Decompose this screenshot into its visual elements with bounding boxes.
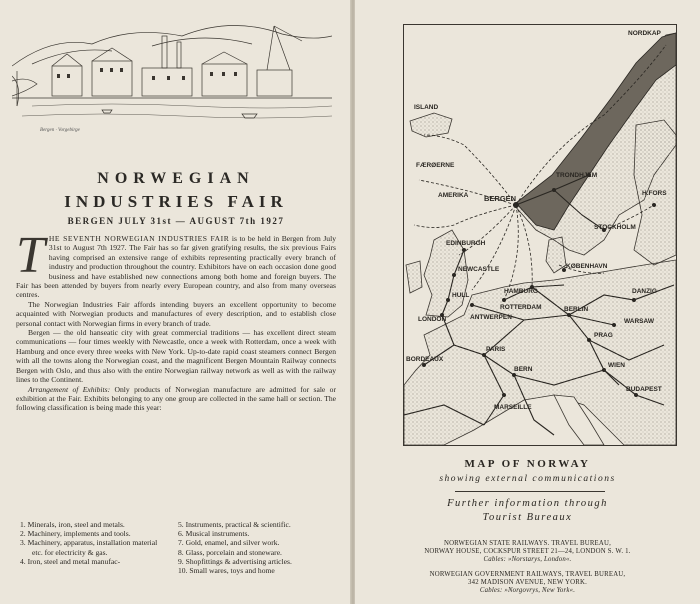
europe-map (404, 25, 676, 445)
right-page (355, 0, 700, 604)
label-prag: PRAG (594, 332, 613, 339)
label-faeroerne: FÆRØERNE (416, 162, 455, 169)
paragraph-arrangement (16, 385, 336, 413)
address-london (355, 540, 700, 565)
address-new-york (355, 571, 700, 596)
map-subtitle: showing external communications (439, 474, 616, 484)
label-bergen: BERGEN (484, 194, 517, 203)
divider (455, 491, 605, 492)
classification-item: 9. Shopfittings & advertising articles. (178, 556, 292, 566)
label-newcastle: NEWCASTLE (458, 266, 500, 273)
arrangement-label: Arrangement of Exhibits: (28, 384, 111, 394)
cable-address: Cables: »Norgovrys, New York«. (479, 587, 576, 595)
cable-address: Cables: »Norstarys, London«. (483, 556, 572, 564)
further-information: Further information through (447, 498, 608, 509)
label-island: ISLAND (414, 104, 439, 111)
classification-item: 7. Gold, enamel, and silver work. (178, 538, 280, 548)
classification-item: 8. Glass, porcelain and stoneware. (178, 547, 282, 557)
label-marseille: MARSEILLE (494, 404, 532, 411)
arrangement-body: Only products of Norwegian manufacture are admitted for sale or exhibition at the Fair. Exhibits belonging to any one group are collected in the same hall or section. The following classification is being made this year: (16, 384, 336, 413)
intro-body: is to be held in Bergen from July 31st to August 7th 1927. The Fair has so far given gratifying results, the six previous Fairs having comprised an extensive range of exhibits representing practically every branch of industry and production throughout the country. Exhibitors have on each occasion done good business and have established new connections among both home and foreign buyers. The Fair has been attended by buyers from nearly every European country, and also from many overseas centres. (16, 234, 336, 300)
label-budapest: BUDAPEST (626, 386, 662, 393)
label-stockholm: STOCKHOLM (594, 224, 636, 231)
paragraph-intro (16, 227, 336, 300)
intro-text (16, 227, 336, 413)
classification-item: 6. Musical instruments. (178, 529, 250, 539)
label-hamburg: HAMBURG (504, 288, 538, 295)
address-line: 342 MADISON AVENUE, NEW YORK. (468, 579, 587, 587)
classification-item: 10. Small wares, toys and home (178, 566, 275, 576)
classification-item: 4. Iron, steel and metal manufac- (20, 556, 121, 566)
label-warsaw: WARSAW (624, 318, 654, 325)
label-paris: PARIS (486, 346, 506, 353)
classification-list-left (20, 520, 160, 566)
label-trondhjem: TRONDHJEM (556, 172, 598, 179)
classification-list-right (178, 520, 318, 575)
label-nordkap: NORDKAP (628, 30, 661, 37)
paragraph-opportunity: The Norwegian Industries Fair affords intending buyers an excellent opportunity to become acquainted with Norwegian products and manufactures of every description, and to establish close personal contact with Norwegian firms in every branch of trade. (16, 299, 336, 328)
address-line: NORWEGIAN STATE RAILWAYS. TRAVEL BUREAU, (443, 540, 612, 547)
address-line: NORWEGIAN GOVERNMENT RAILWAYS, TRAVEL BUREAU, (429, 571, 626, 578)
dropcap: T (16, 227, 45, 284)
label-danzig: DANZIG (632, 288, 657, 295)
title-line-industries-fair: INDUSTRIES FAIR (64, 192, 288, 211)
fair-dates: BERGEN JULY 31st — AUGUST 7th 1927 (67, 216, 285, 226)
label-edinburgh: EDINBURGH (446, 240, 486, 247)
label-bern: BERN (514, 366, 533, 373)
label-hforst: H.FORS (642, 190, 667, 197)
address-line: NORWAY HOUSE, COCKSPUR STREET 21—24, LONDON S. W. 1. (424, 548, 631, 556)
label-bordeaux: BORDEAUX (406, 356, 444, 363)
label-london: LONDON (418, 316, 447, 323)
classification-item: 3. Machinery, apparatus, installation material etc. for electricity & gas. (20, 538, 158, 557)
paragraph-bergen: Bergen — the old hanseatic city with great commercial traditions — has excellent direct steam communications — four times weekly with Newcastle, once a week with Rotterdam, once a week with Hamburg and once every three weeks with New York. Up-to-date rapid coast steamers connect Bergen with all the towns along the Norwegian coast, and the magnificent Bergen Mountain Railway connects Bergen with Oslo, and thus also with the entire Norwegian railway network as well as with the railway lines to the Continent. (16, 328, 336, 385)
label-amerika: AMERIKA (438, 192, 469, 199)
label-hull: HULL (452, 292, 470, 299)
classification-item: 2. Machinery, implements and tools. (20, 529, 131, 539)
label-berlin: BERLIN (564, 306, 589, 313)
illustration-signature: Bergen · Vorgebirge (40, 128, 80, 133)
classification-item: 1. Minerals, iron, steel and metals. (20, 520, 125, 529)
label-antwerpen: ANTWERPEN (470, 314, 512, 321)
classification-item: 5. Instruments, practical & scientific. (178, 520, 291, 529)
tourist-bureaux: Tourist Bureaux (482, 512, 573, 523)
map-frame (403, 24, 677, 446)
label-wien: WIEN (608, 362, 625, 369)
map-title: MAP OF NORWAY (464, 458, 591, 470)
bergen-harbour-illustration (12, 6, 332, 136)
intro-lead: HE SEVENTH NORWEGIAN INDUSTRIES FAIR (48, 234, 230, 243)
label-kobenhavn: KØBENHAVN (566, 263, 608, 270)
label-rotterdam: ROTTERDAM (500, 304, 542, 311)
title-line-norwegian: NORWEGIAN (97, 170, 255, 187)
